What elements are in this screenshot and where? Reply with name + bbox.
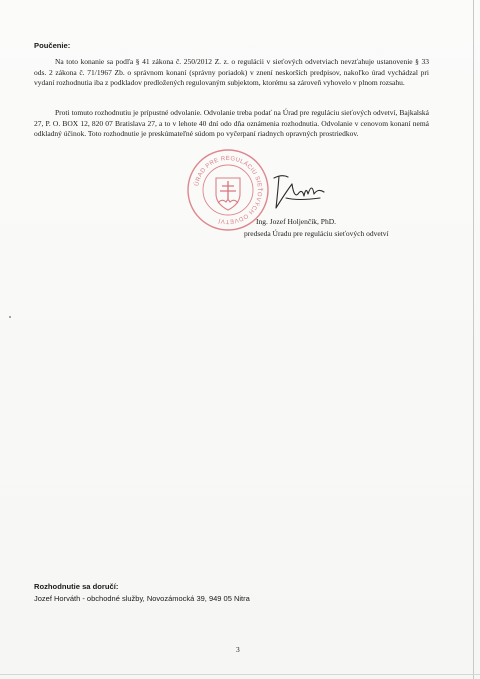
- notice-heading: Poučenie:: [34, 41, 71, 50]
- paragraph-legal-notice: Na toto konanie sa podľa § 41 zákona č. 250/2012 Z. z. o regulácii v sieťových odvetviach nevzťahuje ustanovenie § 33 ods. 2 zákona č. 71/1967 Zb. o správnom konaní (správny poriadok) v znení neskorších predpisov, nakoľko úrad vychádzal pri vydaní rozhodnutia iba z podkladov predložených regulovaným subjektom, ktorému sa zároveň vyhovelo v plnom rozsahu.: [34, 57, 429, 88]
- signer-name: Ing. Jozef Holjenčík, PhD.: [256, 217, 336, 226]
- scan-speck: [9, 316, 11, 318]
- page-number: 3: [236, 645, 240, 654]
- paragraph-appeal-instructions: Proti tomuto rozhodnutiu je prípustné odvolanie. Odvolanie treba podať na Úrad pre reguláciu sieťových odvetví, Bajkalská 27, P. O. BOX 12, 820 07 Bratislava 27, a to v lehote 40 dní odo dňa oznámenia rozhodnutia. Odvolanie v cenovom konaní nemá odkladný účinok. Toto rozhodnutie je preskúmateľné súdom po vyčerpaní riadnych opravných prostriedkov.: [34, 108, 429, 139]
- signature-icon: [268, 168, 332, 214]
- signer-title: predseda Úradu pre reguláciu sieťových odvetví: [244, 229, 389, 238]
- scan-edge-bottom: [0, 674, 480, 675]
- delivery-recipient: Jozef Horváth - obchodné služby, Novozámocká 39, 949 05 Nitra: [34, 594, 250, 603]
- delivery-heading: Rozhodnutie sa doručí:: [34, 582, 119, 591]
- scan-edge-right: [473, 0, 474, 679]
- seal-text: ÚRAD PRE REGULÁCIU SIEŤOVÝCH ODVETVÍ: [194, 155, 263, 225]
